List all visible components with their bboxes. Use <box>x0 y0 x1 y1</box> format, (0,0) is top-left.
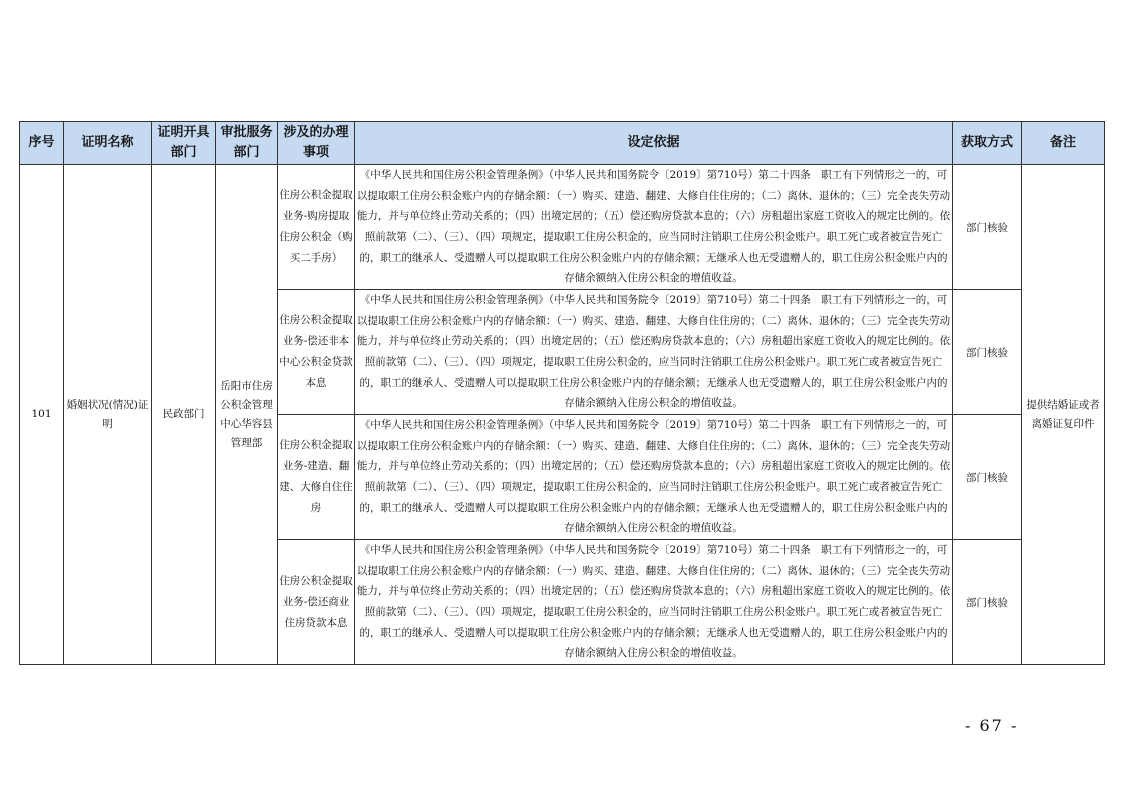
method-cell: 部门核验 <box>953 165 1022 290</box>
method-cell: 部门核验 <box>953 540 1022 665</box>
serial-cell: 101 <box>20 165 64 665</box>
page-number: - 67 - <box>965 716 1019 735</box>
matter-cell: 住房公积金提取业务-购房提取住房公积金（购买二手房） <box>278 165 355 290</box>
basis-cell: 《中华人民共和国住房公积金管理条例》（中华人民共和国务院令〔2019〕第710号）第二十四条 职工有下列情形之一的，可以提取职工住房公积金账户内的存储余额：（一）购买、建造、翻建、大修自住住房的；（二）离休、退休的；（三）完全丧失劳动能力，并与单位终止劳动关系的；（四）出境定居的；（五）偿还购房贷款本息的；（六）房租超出家庭工资收入的规定比例的。依照前款第（二）、（三）、（四）项规定，提取职工住房公积金的，应当同时注销职工住房公积金账户。职工死亡或者被宣告死亡的，职工的继承人、受遗赠人可以提取职工住房公积金账户内的存储余额；无继承人也无受遗赠人的，职工住房公积金账户内的存储余额纳入住房公积金的增值收益。 <box>355 290 953 415</box>
method-cell: 部门核验 <box>953 415 1022 540</box>
matter-cell: 住房公积金提取业务-偿还商业住房贷款本息 <box>278 540 355 665</box>
header-serial: 序号 <box>20 122 64 165</box>
approval-dept-cell: 岳阳市住房公积金管理中心华容县管理部 <box>216 165 278 665</box>
method-cell: 部门核验 <box>953 290 1022 415</box>
basis-cell: 《中华人民共和国住房公积金管理条例》（中华人民共和国务院令〔2019〕第710号）第二十四条 职工有下列情形之一的，可以提取职工住房公积金账户内的存储余额：（一）购买、建造、翻建、大修自住住房的；（二）离休、退休的；（三）完全丧失劳动能力，并与单位终止劳动关系的；（四）出境定居的；（五）偿还购房贷款本息的；（六）房租超出家庭工资收入的规定比例的。依照前款第（二）、（三）、（四）项规定，提取职工住房公积金的，应当同时注销职工住房公积金账户。职工死亡或者被宣告死亡的，职工的继承人、受遗赠人可以提取职工住房公积金账户内的存储余额；无继承人也无受遗赠人的，职工住房公积金账户内的存储余额纳入住房公积金的增值收益。 <box>355 165 953 290</box>
header-issuing-dept: 证明开具部门 <box>152 122 216 165</box>
header-cert-name: 证明名称 <box>64 122 152 165</box>
header-basis: 设定依据 <box>355 122 953 165</box>
table-header-row <box>20 122 1105 165</box>
certificate-table <box>19 121 1105 665</box>
cert-name-cell: 婚姻状况(情况)证明 <box>64 165 152 665</box>
remarks-cell: 提供结婚证或者离婚证复印件 <box>1022 165 1105 665</box>
matter-cell: 住房公积金提取业务-建造、翻建、大修自住住房 <box>278 415 355 540</box>
header-method: 获取方式 <box>953 122 1022 165</box>
basis-cell: 《中华人民共和国住房公积金管理条例》（中华人民共和国务院令〔2019〕第710号）第二十四条 职工有下列情形之一的，可以提取职工住房公积金账户内的存储余额：（一）购买、建造、翻建、大修自住住房的；（二）离休、退休的；（三）完全丧失劳动能力，并与单位终止劳动关系的；（四）出境定居的；（五）偿还购房贷款本息的；（六）房租超出家庭工资收入的规定比例的。依照前款第（二）、（三）、（四）项规定，提取职工住房公积金的，应当同时注销职工住房公积金账户。职工死亡或者被宣告死亡的，职工的继承人、受遗赠人可以提取职工住房公积金账户内的存储余额；无继承人也无受遗赠人的，职工住房公积金账户内的存储余额纳入住房公积金的增值收益。 <box>355 540 953 665</box>
header-matters: 涉及的办理事项 <box>278 122 355 165</box>
table-row <box>20 165 1105 290</box>
header-remarks: 备注 <box>1022 122 1105 165</box>
issuing-dept-cell: 民政部门 <box>152 165 216 665</box>
basis-cell: 《中华人民共和国住房公积金管理条例》（中华人民共和国务院令〔2019〕第710号）第二十四条 职工有下列情形之一的，可以提取职工住房公积金账户内的存储余额：（一）购买、建造、翻建、大修自住住房的；（二）离休、退休的；（三）完全丧失劳动能力，并与单位终止劳动关系的；（四）出境定居的；（五）偿还购房贷款本息的；（六）房租超出家庭工资收入的规定比例的。依照前款第（二）、（三）、（四）项规定，提取职工住房公积金的，应当同时注销职工住房公积金账户。职工死亡或者被宣告死亡的，职工的继承人、受遗赠人可以提取职工住房公积金账户内的存储余额；无继承人也无受遗赠人的，职工住房公积金账户内的存储余额纳入住房公积金的增值收益。 <box>355 415 953 540</box>
header-approval-dept: 审批服务部门 <box>216 122 278 165</box>
matter-cell: 住房公积金提取业务-偿还非本中心公积金贷款本息 <box>278 290 355 415</box>
